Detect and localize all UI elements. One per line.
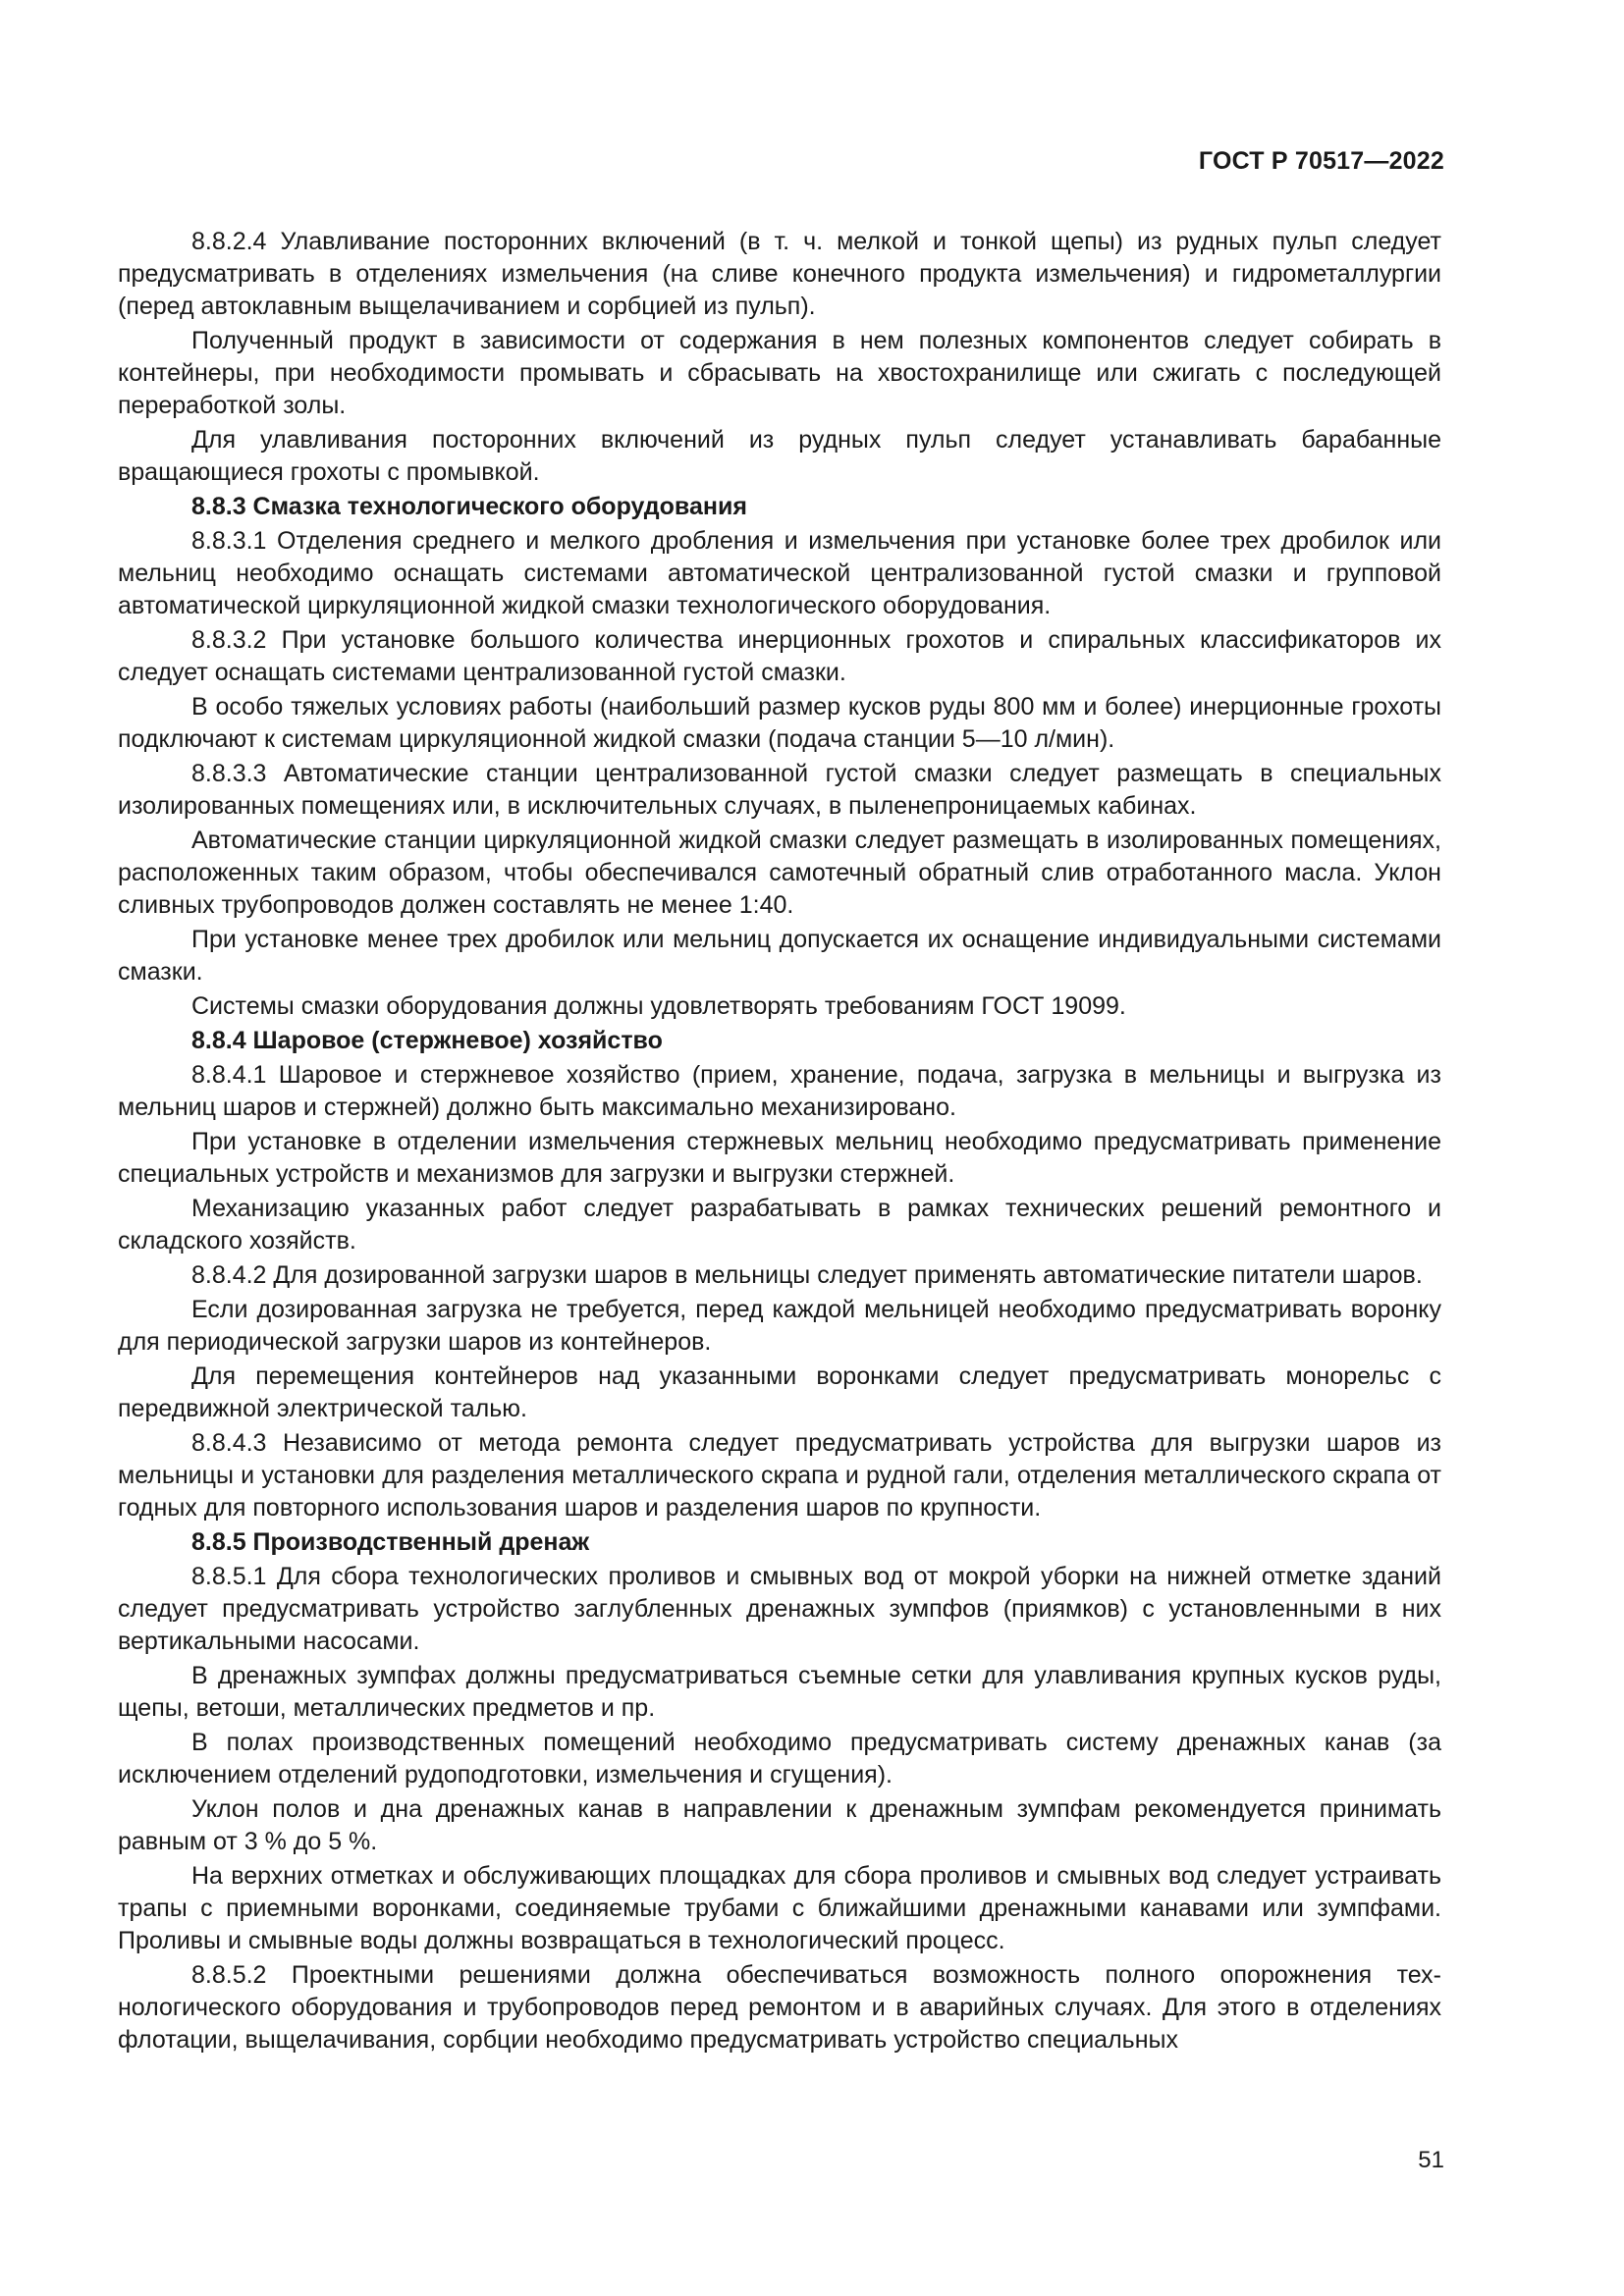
section-heading: 8.8.3 Смазка технологического оборудования (191, 493, 747, 520)
paragraph: Механизацию указанных работ следует разрабатывать в рамках технических решений ремонтного и складского хозяйств. (118, 1195, 1441, 1255)
paragraph: 8.8.3.2 При установке большого количества инерционных грохотов и спиральных классификаторов их следует оснащать системами централизованной густой смазки. (118, 626, 1441, 686)
paragraph: 8.8.3.3 Автоматические станции централизованной густой смазки следует размещать в специальных изолированных помещениях или, в исключительных случаях, в пыленепроницаемых кабинах. (118, 760, 1441, 820)
paragraph: При установке менее трех дробилок или мельниц допускается их оснащение индивидуальными системами смазки. (118, 926, 1441, 986)
section-heading: 8.8.5 Производственный дренаж (191, 1528, 590, 1556)
paragraph: 8.8.2.4 Улавливание посторонних включений (в т. ч. мелкой и тонкой щепы) из рудных пульп следует предусматривать в отделениях измельчения (на сливе конечного продукта измельчения) и гидрометаллургии (перед автоклавным выщелачиванием и сорбцией из пульп). (118, 228, 1441, 320)
body-text (118, 226, 1441, 2058)
paragraph: 8.8.4.2 Для дозированной загрузки шаров в мельницы следует применять автоматические питатели шаров. (191, 1261, 1423, 1289)
paragraph: Автоматические станции циркуляционной жидкой смазки следует размещать в изолированных помещениях, расположенных таким образом, чтобы обеспечивался самотечный обратный слив отработанного масла. Уклон сливных трубопроводов должен составлять не менее 1:40. (118, 827, 1441, 919)
paragraph: На верхних отметках и обслуживающих площадках для сбора проливов и смывных вод следует устраивать трапы с приемными воронками, соединяемые трубами с ближайшими дренажными канавами или зумпфами. Проливы и смывные воды должны возвращаться в технологический процесс. (118, 1862, 1441, 1954)
paragraph: Если дозированная загрузка не требуется, перед каждой мельницей необходимо предусматривать воронку для периодической загрузки шаров из контейнеров. (118, 1296, 1441, 1356)
paragraph: 8.8.3.1 Отделения среднего и мелкого дробления и измельчения при установке более трех дробилок или мельниц необходимо оснащать системами автоматической централизованной густой смазки и групповой автоматической циркуляционной жидкой смазки технологического оборудования. (118, 527, 1441, 619)
paragraph: В полах производственных помещений необходимо предусматривать систему дренажных канав (за исключением отделений рудоподготовки, измельчения и сгущения). (118, 1729, 1441, 1789)
paragraph: Уклон полов и дна дренажных канав в направлении к дренажным зумпфам рекомендуется принимать равным от 3 % до 5 %. (118, 1795, 1441, 1855)
paragraph: 8.8.4.3 Независимо от метода ремонта следует предусматривать устройства для выгрузки шаров из мельницы и установки для разделения металлического скрапа и рудной гали, отделения металлического скрапа от годных для повторного использования шаров и разделения шаров по крупности. (118, 1429, 1441, 1522)
paragraph: 8.8.5.1 Для сбора технологических проливов и смывных вод от мокрой уборки на нижней отметке зданий следует предусматривать устройство заглубленных дренажных зумпфов (приямков) с установленными в них вертикальными насосами. (118, 1563, 1441, 1655)
paragraph: 8.8.5.2 Проектными решениями должна обеспечиваться возможность полного опорожнения технологического оборудования и трубопроводов перед ремонтом и в аварийных случаях. Для этого в отделениях флотации, выщелачивания, сорбции необходимо предусматривать устройство специальных (118, 1961, 1441, 2054)
paragraph: Для перемещения контейнеров над указанными воронками следует предусматривать монорельс с передвижной электрической талью. (118, 1362, 1441, 1422)
section-heading: 8.8.4 Шаровое (стержневое) хозяйство (191, 1027, 663, 1054)
paragraph: В особо тяжелых условиях работы (наибольший размер кусков руды 800 мм и более) инерционные грохоты подключают к системам циркуляционной жидкой смазки (подача станции 5—10 л/мин). (118, 693, 1441, 753)
paragraph: Для улавливания посторонних включений из рудных пульп следует устанавливать барабанные вращающиеся грохоты с промывкой. (118, 426, 1441, 486)
page-number: 51 (1418, 2147, 1444, 2173)
paragraph: 8.8.4.1 Шаровое и стержневое хозяйство (прием, хранение, подача, загрузка в мельницы и выгрузка из мельниц шаров и стержней) должно быть максимально механизировано. (118, 1061, 1441, 1121)
paragraph: Полученный продукт в зависимости от содержания в нем полезных компонентов следует собирать в контейнеры, при необходимости промывать и сбрасывать на хвостохранилище или сжигать с последующей переработкой золы. (118, 327, 1441, 419)
paragraph: При установке в отделении измельчения стержневых мельниц необходимо предусматривать применение специальных устройств и механизмов для загрузки и выгрузки стержней. (118, 1128, 1441, 1188)
paragraph: Системы смазки оборудования должны удовлетворять требованиям ГОСТ 19099. (191, 992, 1126, 1020)
standard-header: ГОСТ Р 70517—2022 (1198, 147, 1444, 175)
paragraph: В дренажных зумпфах должны предусматриваться съемные сетки для улавливания крупных кусков руды, щепы, ветоши, металлических предметов и пр. (118, 1662, 1441, 1722)
